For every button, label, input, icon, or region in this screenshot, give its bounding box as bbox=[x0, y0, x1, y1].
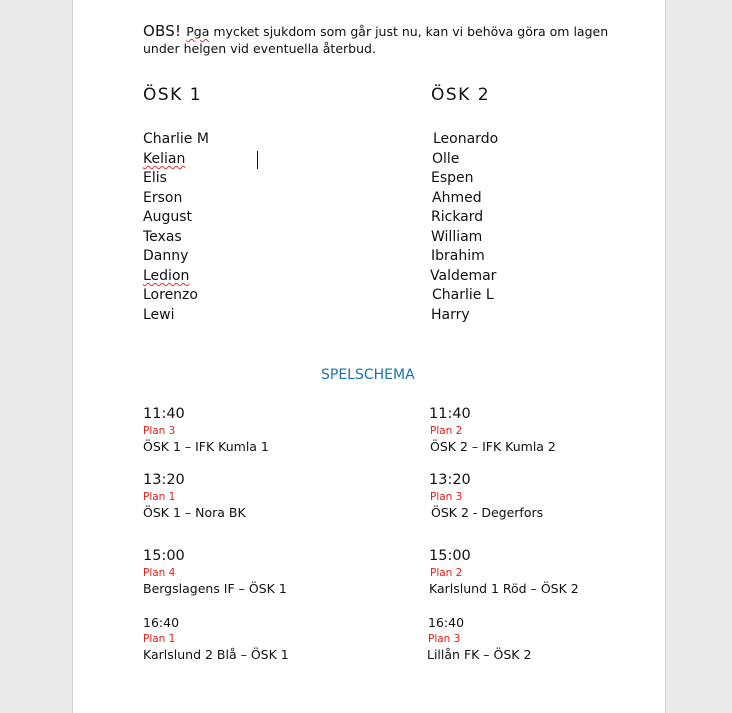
notice-line-1 bbox=[143, 21, 608, 40]
game-match: Bergslagens IF – ÖSK 1 bbox=[143, 581, 287, 596]
team-1-player: Texas bbox=[143, 229, 182, 245]
game-plan: Plan 2 bbox=[430, 425, 463, 437]
team-2-player: Ahmed bbox=[432, 190, 482, 206]
game-match: ÖSK 1 – IFK Kumla 1 bbox=[143, 439, 269, 454]
game-time: 16:40 bbox=[143, 615, 180, 630]
document-page[interactable] bbox=[72, 0, 666, 713]
team-2-player: Rickard bbox=[431, 209, 484, 225]
game-plan: Plan 2 bbox=[430, 567, 463, 579]
team-2-player: Ibrahim bbox=[431, 248, 485, 264]
game-plan: Plan 3 bbox=[143, 425, 176, 437]
game-match: ÖSK 2 - Degerfors bbox=[431, 505, 544, 520]
team-2-title: ÖSK 2 bbox=[431, 85, 491, 105]
game-match: ÖSK 2 – IFK Kumla 2 bbox=[430, 439, 556, 454]
team-1-player: Elis bbox=[143, 170, 167, 186]
text-cursor bbox=[257, 151, 258, 169]
team-2-player: Leonardo bbox=[433, 131, 499, 147]
game-time: 15:00 bbox=[143, 548, 185, 564]
team-2-player: Harry bbox=[431, 307, 470, 323]
team-2-player: William bbox=[431, 229, 483, 245]
game-plan: Plan 3 bbox=[430, 491, 463, 503]
team-1-player: Danny bbox=[143, 248, 189, 264]
game-time: 15:00 bbox=[429, 548, 471, 564]
game-match: Karlslund 1 Röd – ÖSK 2 bbox=[429, 581, 579, 596]
game-time: 11:40 bbox=[429, 406, 471, 422]
game-plan: Plan 1 bbox=[143, 491, 176, 503]
team-2-player: Charlie L bbox=[432, 287, 494, 303]
game-time: 11:40 bbox=[143, 406, 185, 422]
notice-obs: OBS! bbox=[143, 22, 182, 40]
game-time: 13:20 bbox=[429, 472, 471, 488]
team-2-player: Espen bbox=[431, 170, 474, 186]
game-match: Karlslund 2 Blå – ÖSK 1 bbox=[143, 647, 289, 662]
team-1-title: ÖSK 1 bbox=[143, 85, 203, 105]
notice-word-pga: Pga bbox=[186, 24, 210, 39]
game-time: 13:20 bbox=[143, 472, 185, 488]
team-1-player: Lorenzo bbox=[143, 287, 198, 303]
team-1-player: Lewi bbox=[143, 307, 175, 323]
team-1-player: Kelian bbox=[143, 151, 186, 167]
notice-line-2: under helgen vid eventuella återbud. bbox=[143, 41, 376, 56]
schedule-heading: SPELSCHEMA bbox=[321, 367, 415, 383]
game-plan: Plan 1 bbox=[143, 633, 176, 645]
game-plan: Plan 4 bbox=[143, 567, 176, 579]
team-1-player: Ledion bbox=[143, 268, 190, 284]
game-time: 16:40 bbox=[428, 615, 465, 630]
game-plan: Plan 3 bbox=[428, 633, 461, 645]
team-1-player: Erson bbox=[143, 190, 183, 206]
team-1-player: Charlie M bbox=[143, 131, 209, 147]
game-match: ÖSK 1 – Nora BK bbox=[143, 505, 246, 520]
team-2-player: Valdemar bbox=[430, 268, 497, 284]
notice-line1-rest: mycket sjukdom som går just nu, kan vi behöva göra om lagen bbox=[209, 24, 609, 39]
game-match: Lillån FK – ÖSK 2 bbox=[427, 647, 532, 662]
team-1-player: August bbox=[143, 209, 192, 225]
team-2-player: Olle bbox=[432, 151, 460, 167]
